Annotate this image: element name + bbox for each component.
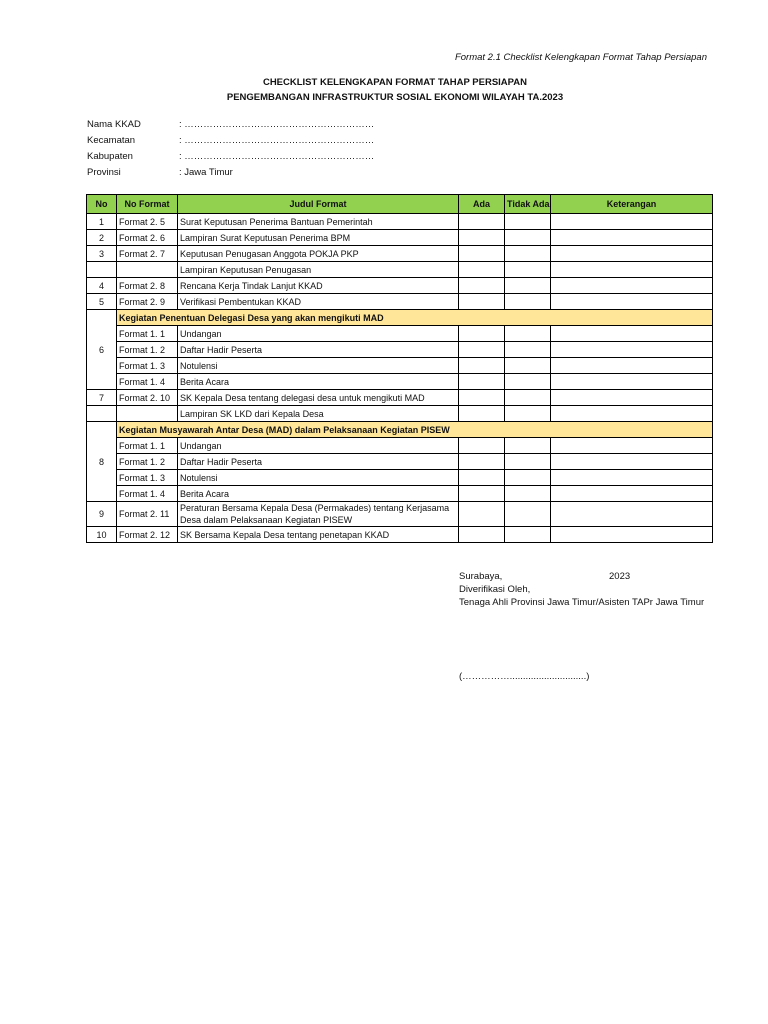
- table-row: [87, 527, 713, 543]
- info-nama-kkad: [87, 119, 374, 130]
- row-judul: Undangan: [178, 438, 459, 454]
- tidak-ada-cell[interactable]: [505, 486, 551, 502]
- ada-cell[interactable]: [459, 230, 505, 246]
- row-format: Format 2. 7: [117, 246, 178, 262]
- row-format: Format 2. 8: [117, 278, 178, 294]
- keterangan-cell[interactable]: [551, 326, 713, 342]
- ada-cell[interactable]: [459, 438, 505, 454]
- ada-cell[interactable]: [459, 294, 505, 310]
- ada-cell[interactable]: [459, 246, 505, 262]
- keterangan-cell[interactable]: [551, 278, 713, 294]
- row-format: Format 1. 2: [117, 454, 178, 470]
- tidak-ada-cell[interactable]: [505, 527, 551, 543]
- tidak-ada-cell[interactable]: [505, 502, 551, 527]
- tidak-ada-cell[interactable]: [505, 470, 551, 486]
- row-format-empty: [117, 262, 178, 278]
- signature-name: (…………….............................): [459, 671, 590, 682]
- row-format: Format 2. 6: [117, 230, 178, 246]
- row-no: 7: [87, 390, 117, 406]
- row-judul: Peraturan Bersama Kepala Desa (Permakades) tentang Kerjasama Desa dalam Pelaksanaan Kegiatan PISEW: [178, 502, 459, 527]
- row-judul: Undangan: [178, 326, 459, 342]
- checklist-table: [86, 194, 713, 543]
- keterangan-cell[interactable]: [551, 502, 713, 527]
- info-provinsi: [87, 167, 233, 178]
- keterangan-cell[interactable]: [551, 358, 713, 374]
- row-format: Format 1. 3: [117, 358, 178, 374]
- table-row: [87, 358, 713, 374]
- row-no: 4: [87, 278, 117, 294]
- table-row: [87, 214, 713, 230]
- row-no: 5: [87, 294, 117, 310]
- table-row: [87, 390, 713, 406]
- keterangan-cell[interactable]: [551, 527, 713, 543]
- row-no: 3: [87, 246, 117, 262]
- info-label: Provinsi: [87, 167, 121, 178]
- keterangan-cell[interactable]: [551, 486, 713, 502]
- ada-cell[interactable]: [459, 214, 505, 230]
- row-judul: Daftar Hadir Peserta: [178, 454, 459, 470]
- keterangan-cell[interactable]: [551, 454, 713, 470]
- row-judul: Verifikasi Pembentukan KKAD: [178, 294, 459, 310]
- header-no: No: [87, 195, 117, 214]
- row-judul: Rencana Kerja Tindak Lanjut KKAD: [178, 278, 459, 294]
- row-format: Format 2. 9: [117, 294, 178, 310]
- keterangan-cell[interactable]: [551, 214, 713, 230]
- table-header-row: [87, 195, 713, 214]
- row-judul: SK Kepala Desa tentang delegasi desa untuk mengikuti MAD: [178, 390, 459, 406]
- keterangan-cell[interactable]: [551, 342, 713, 358]
- row-format: Format 2. 5: [117, 214, 178, 230]
- document-subtitle: PENGEMBANGAN INFRASTRUKTUR SOSIAL EKONOMI WILAYAH TA.2023: [226, 92, 564, 103]
- row-judul: Keputusan Penugasan Anggota POKJA PKP: [178, 246, 459, 262]
- table-row: [87, 486, 713, 502]
- tidak-ada-cell[interactable]: [505, 438, 551, 454]
- row-no: 2: [87, 230, 117, 246]
- table-row: [87, 438, 713, 454]
- header-judul-format: Judul Format: [178, 195, 459, 214]
- row-judul: Berita Acara: [178, 486, 459, 502]
- ada-cell[interactable]: [459, 527, 505, 543]
- row-no: 8: [87, 422, 117, 502]
- section-row: [87, 422, 713, 438]
- row-judul: Berita Acara: [178, 374, 459, 390]
- ada-cell[interactable]: [459, 390, 505, 406]
- row-judul: SK Bersama Kepala Desa tentang penetapan KKAD: [178, 527, 459, 543]
- row-no: 1: [87, 214, 117, 230]
- table-row: [87, 294, 713, 310]
- tidak-ada-cell[interactable]: [505, 326, 551, 342]
- tidak-ada-cell[interactable]: [505, 262, 551, 278]
- info-kecamatan: [87, 135, 374, 146]
- row-format: Format 2. 10: [117, 390, 178, 406]
- header-no-format: No Format: [117, 195, 178, 214]
- keterangan-cell[interactable]: [551, 230, 713, 246]
- section-row: [87, 310, 713, 326]
- signature-role: Tenaga Ahli Provinsi Jawa Timur/Asisten TAPr Jawa Timur: [459, 597, 705, 608]
- header-keterangan: Keterangan: [551, 195, 713, 214]
- tidak-ada-cell[interactable]: [505, 230, 551, 246]
- row-format-empty: [117, 406, 178, 422]
- row-format: Format 1. 4: [117, 374, 178, 390]
- info-label: Kecamatan: [87, 135, 136, 146]
- table-row: [87, 406, 713, 422]
- row-format: Format 1. 3: [117, 470, 178, 486]
- row-no: 9: [87, 502, 117, 527]
- keterangan-cell[interactable]: [551, 374, 713, 390]
- signature-city: Surabaya,: [459, 571, 503, 582]
- ada-cell[interactable]: [459, 278, 505, 294]
- tidak-ada-cell[interactable]: [505, 358, 551, 374]
- info-label: Kabupaten: [87, 151, 133, 162]
- table-row: [87, 374, 713, 390]
- row-format: Format 2. 11: [117, 502, 178, 527]
- ada-cell[interactable]: [459, 326, 505, 342]
- ada-cell[interactable]: [459, 454, 505, 470]
- info-value: : ……………………………………………………: [179, 119, 375, 130]
- row-format: Format 1. 1: [117, 326, 178, 342]
- info-kabupaten: [87, 151, 374, 162]
- table-row: [87, 278, 713, 294]
- document-title: CHECKLIST KELENGKAPAN FORMAT TAHAP PERSIAPAN: [262, 77, 528, 88]
- row-format: Format 1. 1: [117, 438, 178, 454]
- row-judul: Surat Keputusan Penerima Bantuan Pemerintah: [178, 214, 459, 230]
- signature-verified: Diverifikasi Oleh,: [459, 584, 531, 595]
- tidak-ada-cell[interactable]: [505, 214, 551, 230]
- row-judul: Notulensi: [178, 358, 459, 374]
- keterangan-cell[interactable]: [551, 246, 713, 262]
- keterangan-cell[interactable]: [551, 390, 713, 406]
- section-title: Kegiatan Penentuan Delegasi Desa yang akan mengikuti MAD: [117, 310, 713, 326]
- keterangan-cell[interactable]: [551, 406, 713, 422]
- row-no-empty: [87, 262, 117, 278]
- ada-cell[interactable]: [459, 486, 505, 502]
- format-reference: Format 2.1 Checklist Kelengkapan Format Tahap Persiapan: [454, 52, 707, 63]
- ada-cell[interactable]: [459, 374, 505, 390]
- table-row: [87, 454, 713, 470]
- table-row: [87, 246, 713, 262]
- table-row: [87, 326, 713, 342]
- tidak-ada-cell[interactable]: [505, 294, 551, 310]
- ada-cell[interactable]: [459, 342, 505, 358]
- ada-cell[interactable]: [459, 262, 505, 278]
- header-tidak-ada: Tidak Ada: [505, 195, 551, 214]
- tidak-ada-cell[interactable]: [505, 278, 551, 294]
- row-judul: Lampiran SK LKD dari Kepala Desa: [178, 406, 459, 422]
- tidak-ada-cell[interactable]: [505, 246, 551, 262]
- row-judul: Daftar Hadir Peserta: [178, 342, 459, 358]
- tidak-ada-cell[interactable]: [505, 342, 551, 358]
- table-row: [87, 230, 713, 246]
- table-row: [87, 502, 713, 527]
- keterangan-cell[interactable]: [551, 294, 713, 310]
- table-row: [87, 262, 713, 278]
- tidak-ada-cell[interactable]: [505, 406, 551, 422]
- info-value: : Jawa Timur: [179, 167, 233, 178]
- row-format: Format 1. 2: [117, 342, 178, 358]
- ada-cell[interactable]: [459, 358, 505, 374]
- table-row: [87, 342, 713, 358]
- tidak-ada-cell[interactable]: [505, 454, 551, 470]
- keterangan-cell[interactable]: [551, 470, 713, 486]
- keterangan-cell[interactable]: [551, 262, 713, 278]
- table-row: [87, 470, 713, 486]
- row-judul: Lampiran Keputusan Penugasan: [178, 262, 459, 278]
- header-ada: Ada: [459, 195, 505, 214]
- ada-cell[interactable]: [459, 502, 505, 527]
- row-judul: Lampiran Surat Keputusan Penerima BPM: [178, 230, 459, 246]
- ada-cell[interactable]: [459, 406, 505, 422]
- row-judul: Notulensi: [178, 470, 459, 486]
- row-no: 10: [87, 527, 117, 543]
- tidak-ada-cell[interactable]: [505, 390, 551, 406]
- info-value: : ……………………………………………………: [179, 151, 375, 162]
- keterangan-cell[interactable]: [551, 438, 713, 454]
- row-no-empty: [87, 406, 117, 422]
- signature-year: 2023: [609, 571, 631, 582]
- info-label: Nama KKAD: [87, 119, 141, 130]
- row-no: 6: [87, 310, 117, 390]
- section-title: Kegiatan Musyawarah Antar Desa (MAD) dalam Pelaksanaan Kegiatan PISEW: [117, 422, 713, 438]
- info-value: : ……………………………………………………: [179, 135, 375, 146]
- ada-cell[interactable]: [459, 470, 505, 486]
- row-format: Format 2. 12: [117, 527, 178, 543]
- row-format: Format 1. 4: [117, 486, 178, 502]
- tidak-ada-cell[interactable]: [505, 374, 551, 390]
